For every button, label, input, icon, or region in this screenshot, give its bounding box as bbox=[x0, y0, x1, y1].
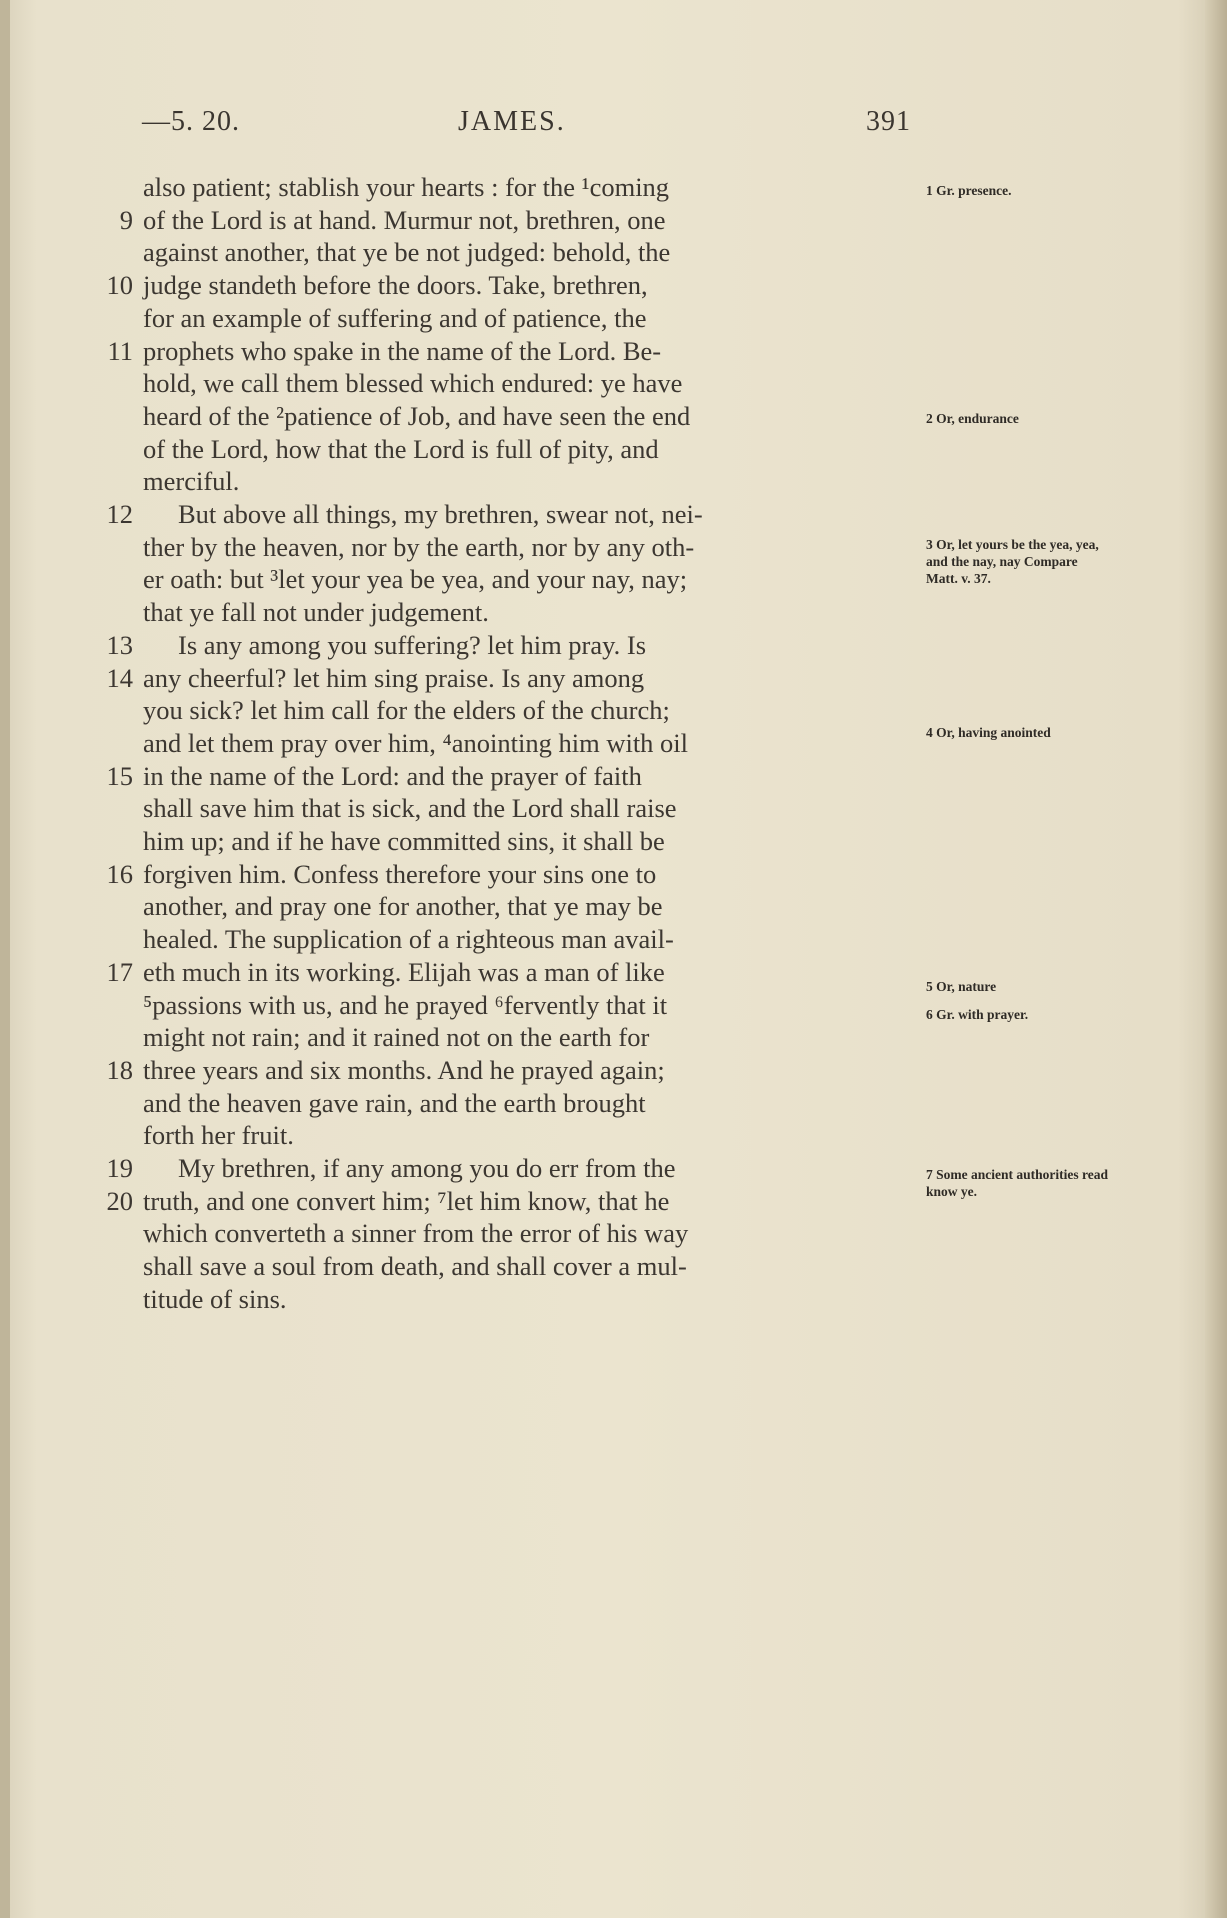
text-line: merciful. bbox=[143, 466, 240, 496]
text-line: in the name of the Lord: and the prayer of faith bbox=[143, 761, 642, 791]
text-line: Is any among you suffering? let him pray. Is bbox=[178, 630, 647, 660]
book-title: JAMES. bbox=[458, 106, 566, 137]
verse-number: 13 bbox=[106, 630, 133, 660]
text-line: healed. The supplication of a righteous man avail- bbox=[143, 924, 674, 954]
verse-number bbox=[93, 368, 133, 400]
text-line: ther by the heaven, nor by the earth, nor by any oth- bbox=[143, 532, 695, 562]
verse-number: 19 bbox=[106, 1153, 133, 1183]
text-line: which converteth a sinner from the error of his way bbox=[143, 1218, 689, 1248]
marginal-note: 2 Or, endurance bbox=[926, 411, 1019, 426]
verse-number bbox=[93, 826, 133, 858]
text-line: three years and six months. And he prayed again; bbox=[143, 1055, 665, 1085]
text-line: judge standeth before the doors. Take, brethren, bbox=[143, 270, 648, 300]
text-line: hold, we call them blessed which endured: ye have bbox=[143, 368, 683, 398]
marginal-note: 7 Some ancient authorities read know ye. bbox=[926, 1167, 1108, 1199]
verse-number: 14 bbox=[106, 663, 133, 693]
text-line: might not rain; and it rained not on the earth for bbox=[143, 1022, 650, 1052]
verse-number bbox=[93, 1251, 133, 1283]
verse-number bbox=[93, 172, 133, 204]
verse-number: 12 bbox=[106, 499, 133, 529]
text-line: another, and pray one for another, that ye may be bbox=[143, 891, 663, 921]
text-line: eth much in its working. Elijah was a man of like bbox=[143, 957, 665, 987]
verse-number bbox=[93, 891, 133, 923]
verse-number: 10 bbox=[106, 270, 133, 300]
text-line: But above all things, my brethren, swear not, nei- bbox=[178, 499, 703, 529]
verse-number bbox=[93, 1022, 133, 1054]
text-line: of the Lord, how that the Lord is full of pity, and bbox=[143, 434, 659, 464]
marginal-note: 4 Or, having anointed bbox=[926, 725, 1051, 740]
verse-number bbox=[93, 924, 133, 956]
text-line: forth her fruit. bbox=[143, 1120, 294, 1150]
text-line: prophets who spake in the name of the Lord. Be- bbox=[143, 336, 662, 366]
text-line: that ye fall not under judgement. bbox=[143, 597, 489, 627]
verse-number bbox=[93, 564, 133, 596]
verse-number bbox=[93, 1218, 133, 1250]
verse-number bbox=[93, 237, 133, 269]
verse-number bbox=[93, 466, 133, 498]
text-line: My brethren, if any among you do err from the bbox=[178, 1153, 676, 1183]
verse-number: 16 bbox=[106, 859, 133, 889]
text-line: ⁵passions with us, and he prayed ⁶fervently that it bbox=[143, 990, 668, 1020]
verse-number bbox=[93, 1120, 133, 1152]
verse-number bbox=[93, 401, 133, 433]
text-line: and the heaven gave rain, and the earth brought bbox=[143, 1088, 646, 1118]
text-line: against another, that ye be not judged: behold, the bbox=[143, 237, 671, 267]
verse-number bbox=[93, 728, 133, 760]
verse-number: 18 bbox=[106, 1055, 133, 1085]
text-line: you sick? let him call for the elders of the church; bbox=[143, 695, 670, 725]
text-line: shall save him that is sick, and the Lord shall raise bbox=[143, 793, 677, 823]
verse-number bbox=[93, 303, 133, 335]
verse-number: 17 bbox=[106, 957, 133, 987]
text-line: forgiven him. Confess therefore your sins one to bbox=[143, 859, 657, 889]
verse-number bbox=[93, 793, 133, 825]
text-line: truth, and one convert him; ⁷let him know, that he bbox=[143, 1186, 670, 1216]
text-line: any cheerful? let him sing praise. Is any among bbox=[143, 663, 645, 693]
text-line: of the Lord is at hand. Murmur not, brethren, one bbox=[143, 205, 666, 235]
marginal-note: 5 Or, nature bbox=[926, 979, 997, 994]
verse-number: 15 bbox=[106, 761, 133, 791]
marginal-note: 6 Gr. with prayer. bbox=[926, 1007, 1029, 1022]
text-line: shall save a soul from death, and shall cover a mul- bbox=[143, 1251, 687, 1281]
verse-number bbox=[93, 695, 133, 727]
verse-number bbox=[93, 597, 133, 629]
verse-number bbox=[93, 532, 133, 564]
verse-number: 11 bbox=[107, 336, 133, 366]
verse-number bbox=[93, 1088, 133, 1120]
text-line: er oath: but ³let your yea be yea, and your nay, nay; bbox=[143, 564, 688, 594]
text-line: him up; and if he have committed sins, it shall be bbox=[143, 826, 665, 856]
text-line: and let them pray over him, ⁴anointing him with oil bbox=[143, 728, 689, 758]
text-line: also patient; stablish your hearts : for the ¹coming bbox=[143, 172, 670, 202]
page-right-edge bbox=[1205, 0, 1227, 1918]
text-line: for an example of suffering and of patience, the bbox=[143, 303, 647, 333]
text-line: titude of sins. bbox=[143, 1284, 287, 1314]
verse-number: 20 bbox=[106, 1186, 133, 1216]
verse-number bbox=[93, 434, 133, 466]
text-line: heard of the ²patience of Job, and have seen the end bbox=[143, 401, 691, 431]
verse-number bbox=[93, 1284, 133, 1316]
chapter-verse-reference: —5. 20. bbox=[142, 106, 240, 137]
marginal-note: 3 Or, let yours be the yea, yea, and the nay, nay Compare Matt. v. 37. bbox=[926, 537, 1099, 586]
page-number: 391 bbox=[866, 106, 911, 137]
verse-number bbox=[93, 990, 133, 1022]
page-left-edge bbox=[0, 0, 10, 1918]
marginal-note: 1 Gr. presence. bbox=[926, 183, 1012, 198]
verse-number: 9 bbox=[119, 205, 133, 235]
